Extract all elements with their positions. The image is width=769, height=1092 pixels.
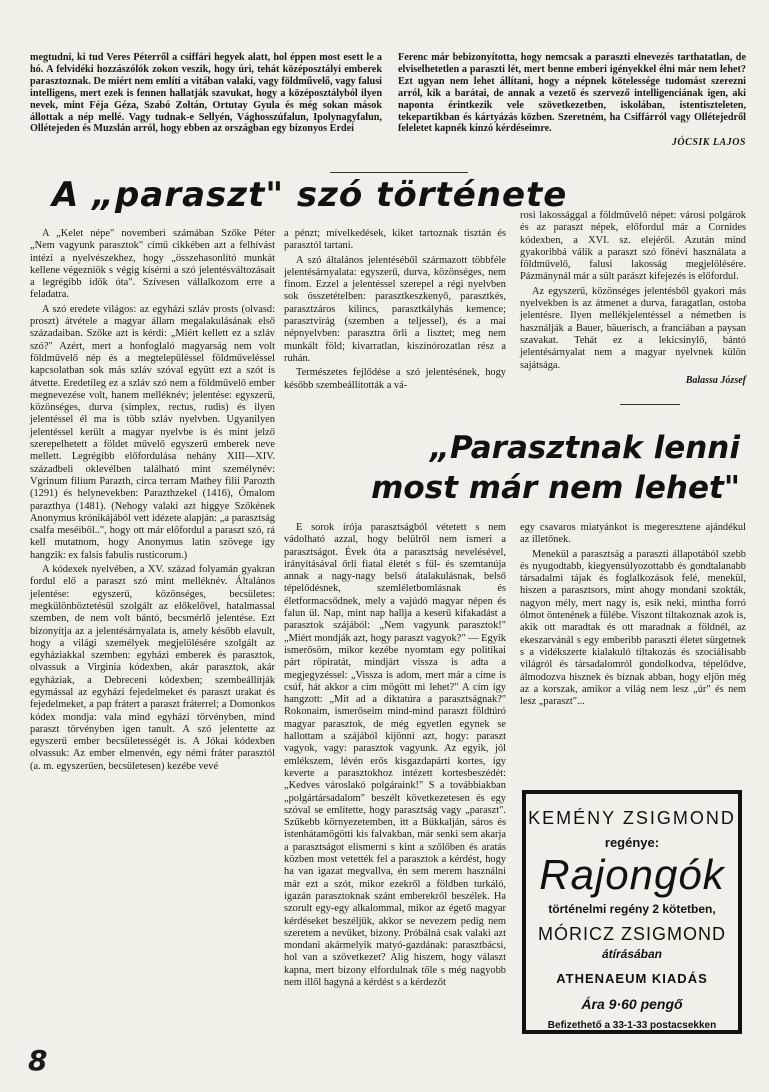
paragraph: Természetes fejlődése a szó jelentésének, hogy később szembeállították a vá- [284, 367, 506, 391]
ad-publisher: ATHENAEUM KIADÁS [556, 971, 708, 986]
article2-column-2 [284, 522, 506, 1066]
article1-title: A „paraszt" szó története [52, 175, 568, 215]
paragraph: A szó eredete világos: az egyházi szláv prosts (olvasd: proszt) átvétele a magyar állam megalakulásának első századaiban. Szőke azt is kérdi: „Miért kellett ez a szláv szó?" Azért, mert a honfoglaló magyarság nem volt földművelő nép és a megtelepüléssel földműveléssel kapcsolatban sok más szláv szóval együtt ezt a szót is átvette. Eredetileg ez a szláv szó nem a földművelő ember megnevezése volt, hanem melléknév; jelentése: egyszerű, közönséges, durva (simplex, rectus, rudis) és ilyen jelentéssel él ma is több szláv nyelvben. Ugyanilyen jelentéssel került a magyar nyelvbe is és mint jelző szerepelhetett a földet művelő egyszerű emberek neve mellett. Legrégibb előfordulása nehány XIII—XIV. századbeli oklevélben található mint személynév: Vgrinum filium Parazth, circa terram Mathey filii Parozth (1291) és helynevekben: Parazthzekel (1416), Ómalom parazthya (1481). (Nehogy valaki azt higgye Szőkének Anonymus krónikájából vett idézete alapján: „a parasztság csalfa meséiből..", hogy ott már előfordul a paraszt szó, rá kell mutatnom, hogy Anonymus latin szövege így hangzik: ex falsis fabulis rusticorum.) [30, 303, 275, 561]
article2-title-line-1: „Parasztnak lenni [430, 430, 740, 466]
paragraph: Az egyszerű, közönséges jelentésből gyakori más nyelvekben is az átmenet a durva, faragatlan, ostoba jelentésre. Ilyen mellékjelentéssel a németben is használják a Bauer, bäuerisch, a franciában a paysan szavakat. Tehát ez a lekicsinylő, bántó jelentésárnyalat nem a magyar nyelvnek külön sajátsága. [520, 285, 746, 371]
section-divider [330, 172, 468, 173]
book-advertisement [522, 790, 742, 1034]
page-number: 8 [28, 1044, 48, 1077]
article2-column-3 [520, 522, 746, 784]
section-divider [620, 404, 680, 405]
article2-title-line-2: most már nem lehet" [371, 470, 740, 506]
paragraph: a pénzt; mívelkedések, kiket tartoznak tisztán és parasztól tartani. [284, 228, 506, 252]
ad-adapter: MÓRICZ ZSIGMOND [538, 924, 726, 944]
paragraph: egy csavaros miatyánkot is megeresztene ajándékul az illetőnek. [520, 522, 746, 546]
ad-subtitle: történelmi regény 2 kötetben, [548, 902, 716, 916]
article2-title [300, 428, 740, 508]
paragraph: A szó általános jelentéséből származott többféle jelentésárnyalata: egyszerű, durva, közönséges, nem finom. Ezzel a jelentéssel szerepel a régi nyelvben sok összetételben: parasztkeszkenyő, parasztkés, parasztzáros kilincs, parasztkályhás kemence; parasztvirág (szemben a teljessel), és a mai népnyelvben: parasztra őrli a lisztet; meg nem munkált föld; kivarratlan, kiszínórozatlan rész a ruhán. [284, 254, 506, 364]
paragraph: A kódexek nyelvében, a XV. század folyamán gyakran fordul elő a paraszt szó mint melléknév. Általános jelentése: egyszerű, közönséges, becsületes: megkülönböztetésül szolgált az előkelővel, hatalmassal szemben, de nem volt bántó, becsmérlő jelentése. Ezt bizonyítja az a jelentésárnyalata is, amely később elavult, hogy a világi személyek megjelölésére szolgált az egyháziakkal szemben: egyházi emberek és parasztok, olvassuk a Virginia kódexben, akár parasztok, akár egyháziak, a Debreceni kódexben; szembeállítják egymással az egyházi fejedelmeket és paraszt urakat és fejedelmeket, a pap frátert a paraszt fráterrel; a Domonkos kódex mondja: vala mind egyházi törvényben, mind paraszt törvényben igen tanult. A szó jelentette az egyszerű ember becsületességét is. A Jókai kódexben olvassuk: Az ember elmenvén, egy némi fráter parasztól (a. m. egyszerűen, becsületesen) kezébe vevé [30, 564, 275, 772]
article1-column-3 [520, 210, 746, 389]
paragraph: rosi lakossággal a földművelő népet: városi polgárok és az paraszt népek, előfordul már a Cornides kódexben, a XVI. sz. elejéről. Azután mind gyakoribbá válik a paraszt szó főnévi használata a földművelő, falusi lakosság megjelölésére. Pázmánynál már a sült parászt kifejezés is előfordul. [520, 210, 746, 283]
paragraph: E sorok írója parasztságból vétetett s nem vádolható azzal, hogy belülről nem ismeri a parasztságot. Évek óta a parasztság nevelésével, irányításával őrli fiatal életét s fül- és szemtanúja annak a nagy-nagy belső átalakulásnak, belső tépelődésnek, szemléletbomlásnak és életformacsődnek, mely a vajúdó magyar népen és falun ül. Nap, mint nap hallja a keserű kifakadást a parasztok szájából: „Nem vagyunk parasztok!" „Miért mondják azt, hogy paraszt vagyok?" — Egyik ismerősöm, mikor kezébe nyomtam egy politikai párt röpiratát, mindjárt vissza is adta a megjegyzéssel: „Vissza is adom, mert már a címe is csúf, hát akkor a cím mögött mi lehet?" A cím így hangzott: „Mit ad a diktatúra a parasztságnak?" Rokonaim, ismerőseim mind-mind paraszt földtúró magyar parasztok, de még egyetlen egynek se hallottam a szájából kijönni azt, hogy: paraszt vagyok, vagy: parasztok vagyunk. Az egyik, jól emlékszem, lévén erős kisgazdapárti kortes, így keverte a parasztokhoz intézett kortesbeszédét: „Kedves városlakó polgáraink!" S a továbbiakban „polgártársadalom" beszélt következetesen és egy szóval se említette, hogy parasztság vagy „paraszt". Szűkebb környezetemben, itt a Bükkalján, sáros és istenhátamögötti kis falvakban, már senki sem akarja a parasztságot elismerni s kint a szőlőben és aratás közben most vetették fel a parasztok a kérdést, hogy ha van igazat megvallva, én sem merem használni már ezt a szót, mikor ezekről a földben turkáló, igazán parasztoknak szánt emberekről beszélek. Ha szorult egy-egy alkalommal, mikor az égető magyar kérdéseket beszéljük, akkor se nevezem pedig nem szeretem a nevüket, bizony. Próbálná csak valaki azt mondani akármelyik matyó-gazdának: parasztbácsi, hol van a szövetkezet? Alig hiszem, hogy választ kapna, mert bizony elfordulnak tőle s még nagyobb nem illől hagyná a kérdést s a kérdezőt [284, 522, 506, 988]
top-signature: JÓCSIK LAJOS [671, 137, 746, 149]
ad-book-title: Rajongók [539, 851, 725, 898]
paragraph: A „Kelet népe" novemberi számában Szőke Péter „Nem vagyunk parasztok" című cikkében azt a felhívást intézi a nyelvészekhez, hogy „összehasonlító munkát kellene végezniök s végig kísérni a szó jelentésváltozásait a legrégibb idők óta". Szívesen vállalkozom erre a feladatra. [30, 228, 275, 301]
ad-adapter-note: átírásában [601, 947, 663, 961]
article1-column-2 [284, 228, 506, 394]
article1-signature: Balassa József [685, 374, 746, 386]
ad-novel-label: regénye: [604, 835, 660, 850]
ad-account: Befizethető a 33-1-33 postacsekken [547, 1020, 717, 1031]
ad-price: Ára 9·60 pengő [581, 996, 683, 1012]
article1-column-1 [30, 228, 275, 775]
top-text-left: megtudni, ki tud Veres Péterről a csiffári hegyek alatt, hol éppen most esett le a hó. A felvidéki hozzászólók zokon veszik, hogy úri, tehát középosztályi emberek parasztoznak. De miért nem említi a vitában valaki, vagy földművelő, vagy falusi intelligens, mert ezek is fennen hallatják szavukat, hogy a középosztályból ilyen nevek, mint Féja Géza, Szabó Zoltán, Ortutay Gyula és még sokan mások állottak a nép mellé. Vagy tudnak-e Sellyén, Vághosszúfalun, Ipolynagyfalun, Ollétejeden és Muzslán arról, hogy ebben az országban egy bizonyos Erdei [30, 52, 382, 135]
ad-author: KEMÉNY ZSIGMOND [528, 808, 736, 828]
paragraph: Menekül a parasztság a paraszti állapotából szebb és nyugodtabb, kiegyensúlyozottabb és gondtalanabb társadalmi tájak és foglalkozások felé, menekül, hiszen a parasztsors, mint ahogy mondani szokták, nagyon mély, mert nagy is, esik neki, mintha forró ólmot öntenének a fülébe. Viszont tiltakoznak azok is, akik ott maradtak és ott maradnak a földnél, az ekeszarvánál s egy emberibb paraszti életet sürgetnek s a vidékszerte kialakuló tiltakozás és szociálisabb világról és társadalomról gondolkodva, tépelődve, álmodozva hisznek és bíznak abban, hogy eljön még az a korszak, amikor a világ nem lesz „úr" és nem lesz „paraszt"... [520, 548, 746, 708]
top-text-right: Ferenc már bebizonyította, hogy nemcsak a paraszti elnevezés tarthatatlan, de elviselhetetlen a paraszti lét, mert benne emberi igényekkel élni már nem lehet? Ezt ugyan nem lehet állítani, hogy a népnek kötelessége tudomást szerezni arról, kik a barátai, de annak a vezető és szervező intelligenciának igen, aki naponta érintkezik vele szövetkezetben, iskolában, istentiszteleten, tekepartikban és kártyázás közben. Szeretném, ha Csiffárról vagy Ollétejedről feleletet kapnék kínzó kérdéseimre. JÓCSIK LAJOS [398, 52, 746, 149]
